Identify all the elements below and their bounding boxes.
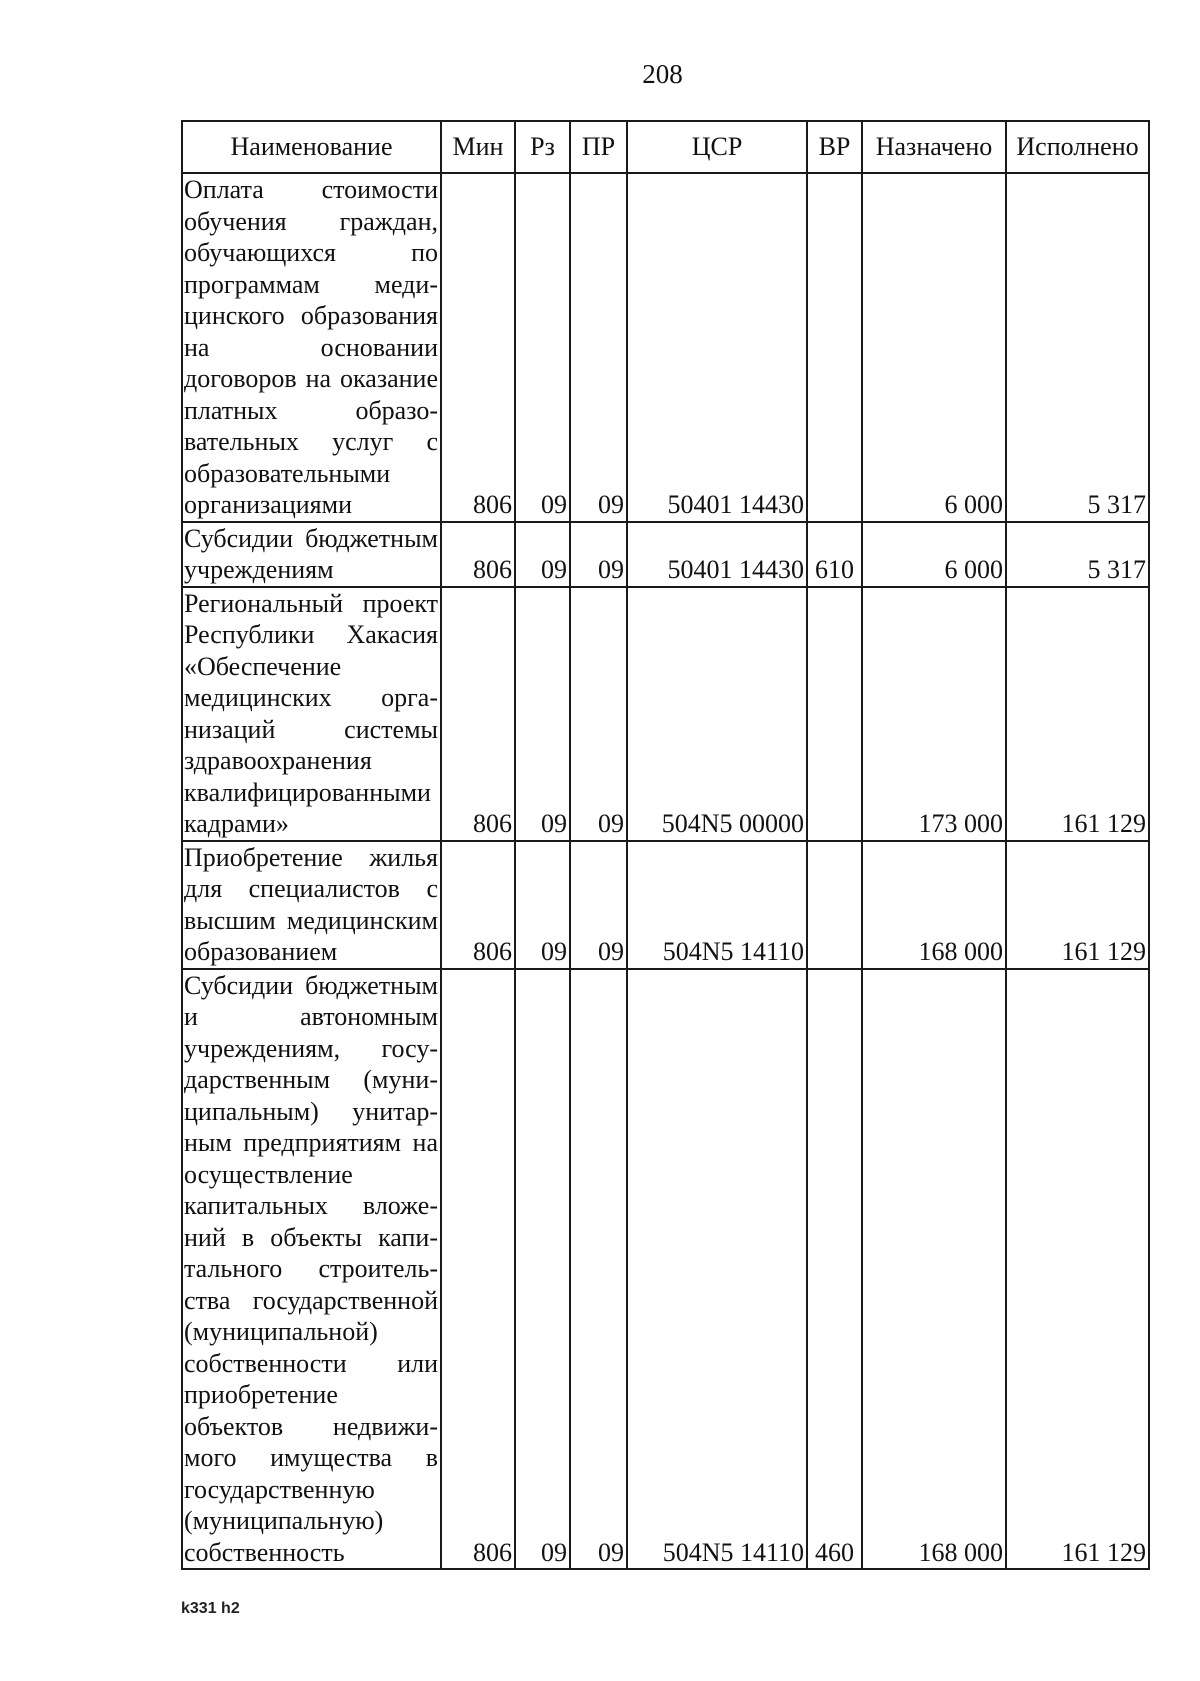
row-rz: 09 — [515, 969, 570, 1570]
row-name: Оплата стоимости обучения граждан, обучающихся по программам медицинского образования на основании договоров на оказание платных образовательных услуг с образовательными организациями — [182, 173, 441, 522]
row-name: Приобретение жилья для специалистов с высшим медицинским образованием — [182, 841, 441, 969]
row-rz: 09 — [515, 841, 570, 969]
row-vr — [807, 587, 862, 841]
row-assigned: 6 000 — [862, 522, 1006, 587]
row-min: 806 — [441, 173, 515, 522]
row-assigned: 173 000 — [862, 587, 1006, 841]
row-vr — [807, 841, 862, 969]
row-csr: 504N5 00000 — [627, 587, 807, 841]
header-executed: Исполнено — [1006, 121, 1149, 173]
footer-code: k331 h2 — [181, 1600, 240, 1617]
header-min: Мин — [441, 121, 515, 173]
row-min: 806 — [441, 841, 515, 969]
row-min: 806 — [441, 969, 515, 1570]
row-pr: 09 — [570, 969, 627, 1570]
row-assigned: 168 000 — [862, 841, 1006, 969]
row-min: 806 — [441, 587, 515, 841]
row-vr — [807, 173, 862, 522]
header-csr: ЦСР — [627, 121, 807, 173]
row-rz: 09 — [515, 173, 570, 522]
page-number: 208 — [642, 59, 683, 89]
row-csr: 504N5 14110 — [627, 969, 807, 1570]
row-executed: 161 129 — [1006, 969, 1149, 1570]
table-row — [182, 522, 1149, 587]
table-row — [182, 173, 1149, 522]
table-row — [182, 969, 1149, 1570]
header-pr: ПР — [570, 121, 627, 173]
row-csr: 50401 14430 — [627, 173, 807, 522]
row-executed: 5 317 — [1006, 522, 1149, 587]
row-executed: 161 129 — [1006, 841, 1149, 969]
row-rz: 09 — [515, 587, 570, 841]
row-name: Субсидии бюджетным и автономным учреждениям, государственным (муниципальным) унитарным предприятиям на осуществление капитальных вложений в объекты капитального строительства государственной (муниципальной) собственности или приобретение объектов недвижимого имущества в государственную (муниципальную) собственность — [182, 969, 441, 1570]
row-csr: 50401 14430 — [627, 522, 807, 587]
row-name: Региональный проект Республики Хакасия «Обеспечение медицинских организаций системы здравоохранения квалифицированными кадрами» — [182, 587, 441, 841]
row-rz: 09 — [515, 522, 570, 587]
header-name: Наименование — [182, 121, 441, 173]
budget-table — [181, 120, 1150, 1570]
row-pr: 09 — [570, 522, 627, 587]
row-pr: 09 — [570, 841, 627, 969]
header-rz: Рз — [515, 121, 570, 173]
table-row — [182, 841, 1149, 969]
row-vr: 460 — [807, 969, 862, 1570]
row-pr: 09 — [570, 587, 627, 841]
row-executed: 161 129 — [1006, 587, 1149, 841]
row-vr: 610 — [807, 522, 862, 587]
header-assigned: Назначено — [862, 121, 1006, 173]
row-name: Субсидии бюджетным учреждениям — [182, 522, 441, 587]
row-assigned: 6 000 — [862, 173, 1006, 522]
row-pr: 09 — [570, 173, 627, 522]
row-assigned: 168 000 — [862, 969, 1006, 1570]
row-min: 806 — [441, 522, 515, 587]
table-row — [182, 587, 1149, 841]
row-executed: 5 317 — [1006, 173, 1149, 522]
table-header-row — [182, 121, 1149, 173]
row-csr: 504N5 14110 — [627, 841, 807, 969]
header-vr: ВР — [807, 121, 862, 173]
